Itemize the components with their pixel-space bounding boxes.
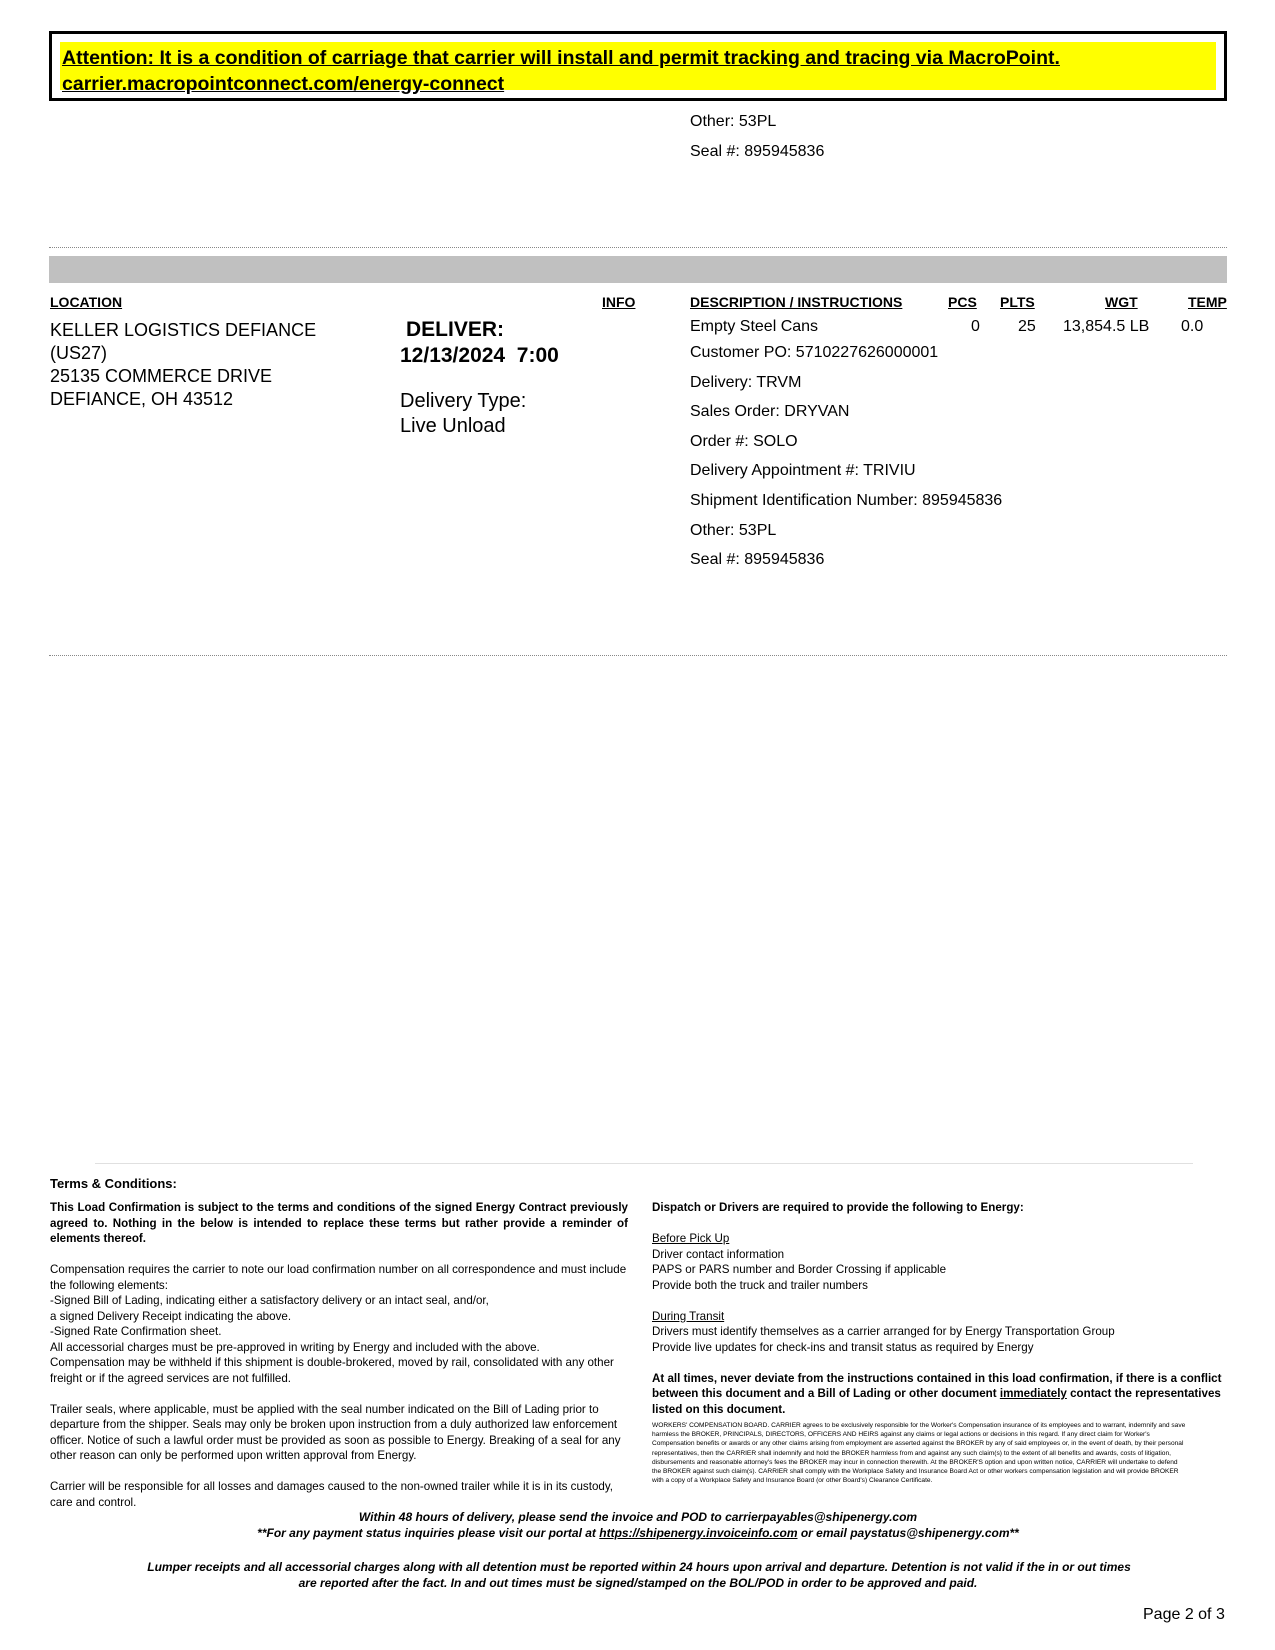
- lumper-line-1: Lumper receipts and all accessorial charges along with all detention must be reported within 24 hours upon arrival and departure. Detention is not valid if the in or out times: [147, 1560, 1131, 1574]
- lumper-line-2: are reported after the fact. In and out times must be signed/stamped on the BOL/POD in order to be approved and paid.: [298, 1576, 978, 1590]
- delivery-type-value: Live Unload: [400, 415, 506, 437]
- before-pickup-item: Driver contact information: [652, 1247, 785, 1261]
- workers-comp-clause: WORKERS' COMPENSATION BOARD. CARRIER agrees to be exclusively responsible for the Worker's Compensation insurance of its employees and to warrant, indemnify and save harmless the BROKER, PRINCIPALS, DIRECTORS, OFFICERS AND HEIRS against any claims or legal actions or decisions in this regard. If any direct claim for Worker's Compensation benefits or awards or any other claims arising from employment are asserted against the BROKER by any of said employees or, in the event of death, by their personal representatives, then the CARRIER shall indemnify and hold the BROKER harmless from and against any such claim(s) to the extent of all benefits and awards, costs of litigation, disbursements and reasonable attorney's fees the BROKER may incur in connection therewith. At the BROKER'S option and upon written notice, CARRIER will undertake to defend the BROKER against such claim(s). CARRIER shall comply with the Workplace Safety and Insurance Board Act or other workers compensation legislation and will provide BROKER with a copy of a Workplace Safety and Insurance Board (or other Board's) Clearance Certificate.: [652, 1422, 1186, 1485]
- instruction-line: Delivery: TRVM: [690, 374, 802, 391]
- delivery-type-label: Delivery Type:: [400, 390, 527, 412]
- deviation-warning-text: At all times, never deviate from the instructions contained in this load confirmation, if there is a conflict between this document and a Bill of Lading or other document: [652, 1371, 1222, 1400]
- during-transit-item: Provide live updates for check-ins and transit status as required by Energy: [652, 1340, 1034, 1354]
- terms-compensation-line: All accessorial charges must be pre-approved in writing by Energy and included with the above.: [50, 1340, 540, 1354]
- instruction-line: Seal #: 895945836: [690, 551, 825, 568]
- during-transit-item: Drivers must identify themselves as a carrier arranged for by Energy Transportation Group: [652, 1325, 1115, 1338]
- banner-line-1: Attention: It is a condition of carriage that carrier will install and permit tracking and tracing via MacroPoint.: [62, 47, 1060, 69]
- prev-stop-seal: Seal #: 895945836: [690, 143, 825, 160]
- invoice-instructions: Within 48 hours of delivery, please send the invoice and POD to carrierpayables@shipenergy.com: [358, 1510, 918, 1524]
- commodity-temp: 0.0: [1181, 318, 1204, 335]
- location-line: DEFIANCE, OH 43512: [50, 389, 234, 409]
- instruction-line: Delivery Appointment #: TRIVIU: [690, 462, 916, 479]
- before-pickup-item: PAPS or PARS number and Border Crossing if applicable: [652, 1263, 947, 1276]
- terms-seals: Trailer seals, where applicable, must be applied with the seal number indicated on the Bill of Lading prior to departure from the shipper. Seals may only be broken upon instruction from a duly authorized law enforcement officer. Notice of such a lawful order must be provided as soon as possible to Energy. Breaking of a seal for any other reason can only be performed upon written approval from Energy.: [50, 1402, 621, 1462]
- portal-text-end: or email paystatus@shipenergy.com**: [797, 1526, 1019, 1540]
- before-pickup-title: Before Pick Up: [652, 1232, 730, 1245]
- commodity-wgt: 13,854.5 LB: [1063, 318, 1150, 335]
- terms-compensation-line: -Signed Rate Confirmation sheet.: [50, 1325, 222, 1338]
- prev-stop-other: Other: 53PL: [690, 113, 777, 130]
- header-plts: PLTS: [1000, 294, 1035, 310]
- instruction-line: Other: 53PL: [690, 522, 777, 539]
- header-wgt: WGT: [1105, 294, 1138, 310]
- section-divider: [49, 247, 1227, 248]
- section-divider: [49, 655, 1227, 656]
- terms-compensation-line: Compensation requires the carrier to note our load confirmation number on all correspondence and must include the following elements:: [50, 1263, 627, 1292]
- terms-intro: This Load Confirmation is subject to the terms and conditions of the signed Energy Contract previously agreed to. Nothing in the below is intended to replace these terms but rather provide a reminder of elements thereof.: [50, 1201, 628, 1245]
- deviation-warning-text-end: contact the representatives listed on this document.: [652, 1387, 1221, 1416]
- payment-portal-line: [49, 1525, 1227, 1541]
- header-pcs: PCS: [948, 294, 977, 310]
- header-info: INFO: [602, 294, 636, 310]
- terms-title: Terms & Conditions:: [50, 1176, 177, 1191]
- instruction-line: Sales Order: DRYVAN: [690, 403, 850, 420]
- terms-compensation-line: -Signed Bill of Lading, indicating either a satisfactory delivery or an intact seal, and/or,: [50, 1294, 489, 1307]
- deviation-warning-emphasis: immediately: [999, 1387, 1067, 1400]
- macropoint-banner: [49, 31, 1227, 101]
- deliver-info: [400, 317, 559, 439]
- terms-right-column: [652, 1200, 1224, 1485]
- terms-losses: Carrier will be responsible for all losses and damages caused to the non-owned trailer while it is in its custody, care and control.: [50, 1480, 613, 1509]
- banner-highlight: [60, 42, 1216, 95]
- header-description: DESCRIPTION / INSTRUCTIONS: [690, 294, 903, 310]
- location-line: KELLER LOGISTICS DEFIANCE: [50, 320, 317, 340]
- deliver-datetime: 12/13/2024 7:00: [400, 344, 559, 367]
- deliver-label: DELIVER:: [406, 318, 505, 341]
- terms-compensation-line: Compensation may be withheld if this shipment is double-brokered, moved by rail, consolidated with any other freight or if the agreed services are not fulfilled.: [50, 1356, 614, 1385]
- terms-left-column: [50, 1200, 628, 1510]
- terms-rule: [95, 1163, 1193, 1164]
- instruction-line: Order #: SOLO: [690, 433, 798, 450]
- instruction-line: Customer PO: 5710227626000001: [690, 344, 939, 361]
- commodity-plts: 25: [1018, 318, 1036, 335]
- instruction-line: Shipment Identification Number: 895945836: [690, 492, 1003, 509]
- dispatch-title: Dispatch or Drivers are required to provide the following to Energy:: [652, 1201, 1024, 1214]
- stop-location: [50, 319, 316, 411]
- portal-link[interactable]: https://shipenergy.invoiceinfo.com: [599, 1526, 798, 1540]
- commodity-pcs: 0: [971, 318, 980, 335]
- page-number: Page 2 of 3: [1143, 1606, 1225, 1623]
- location-line: 25135 COMMERCE DRIVE: [50, 366, 273, 386]
- during-transit-title: During Transit: [652, 1309, 725, 1323]
- header-location: LOCATION: [50, 294, 123, 310]
- banner-link[interactable]: carrier.macropointconnect.com/energy-connect: [62, 73, 505, 95]
- portal-text: **For any payment status inquiries please visit our portal at: [257, 1526, 600, 1540]
- stop-header-bar: [49, 256, 1227, 283]
- commodity-description: Empty Steel Cans: [690, 318, 819, 335]
- location-line: (US27): [50, 343, 108, 363]
- lumper-line-clip: [137, 1559, 1141, 1575]
- header-temp: TEMP: [1188, 294, 1227, 310]
- terms-compensation-line: a signed Delivery Receipt indicating the above.: [50, 1309, 292, 1323]
- deviation-warning: [652, 1371, 1224, 1418]
- before-pickup-item: Provide both the truck and trailer numbers: [652, 1278, 868, 1292]
